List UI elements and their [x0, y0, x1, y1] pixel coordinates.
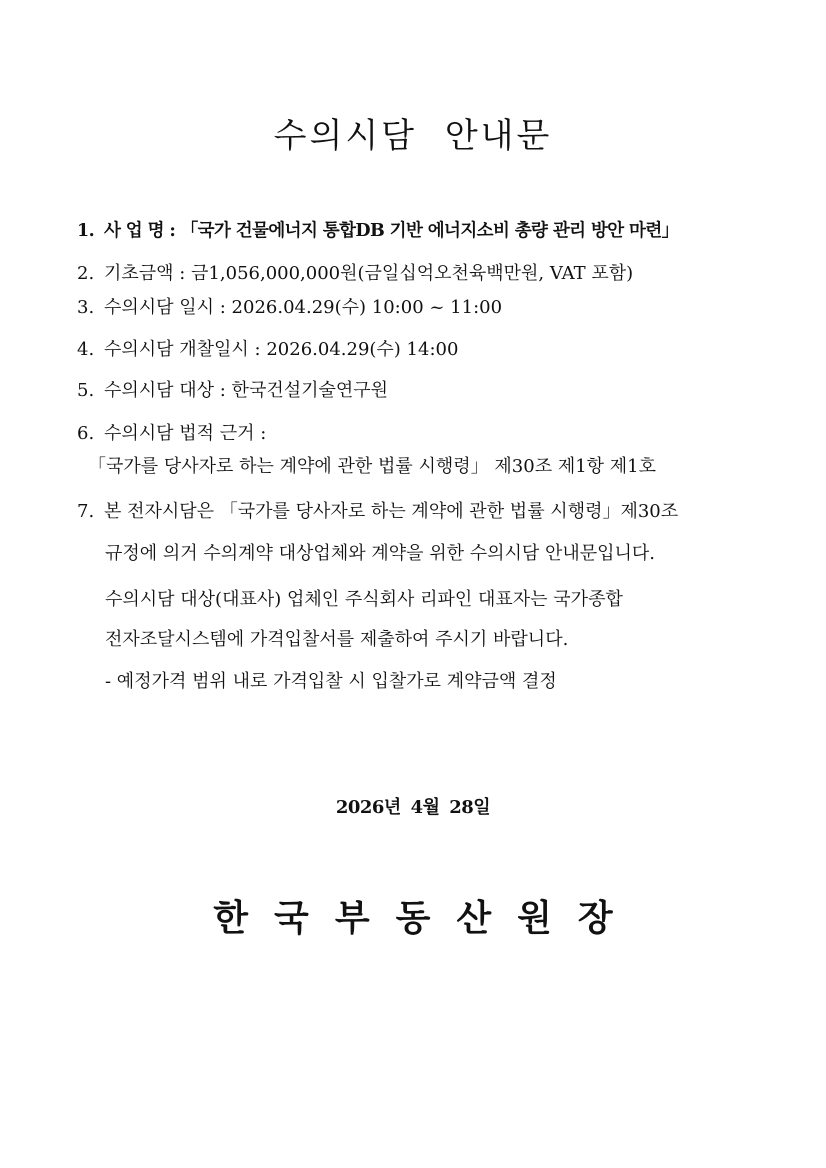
item-5: [77, 379, 388, 403]
item-6: [77, 422, 266, 446]
item-text: 수의시담 법적 근거 :: [104, 423, 267, 444]
item-3: [77, 296, 502, 320]
item-text: 기초금액 : 금1,056,000,000원(금일십억오천육백만원, VAT 포함): [104, 263, 634, 284]
item-number: 1.: [77, 221, 95, 241]
item-number: 5.: [77, 380, 95, 401]
item-4: [77, 338, 458, 362]
item-7: [77, 500, 678, 524]
item-text: 수의시담 개찰일시 : 2026.04.29(수) 14:00: [104, 339, 459, 360]
document-date: 2026년 4월 28일: [335, 797, 491, 818]
item-2: [77, 262, 633, 286]
document-title: 수의시담 안내문: [273, 116, 553, 156]
item-text: 사 업 명 : 「국가 건물에너지 통합DB 기반 에너지소비 총량 관리 방안 마련」: [104, 221, 679, 241]
item-7-line: 규정에 의거 수의계약 대상업체와 계약을 위한 수의시담 안내문입니다.: [105, 543, 656, 564]
item-7-line: 수의시담 대상(대표사) 업체인 주식회사 리파인 대표자는 국가종합: [105, 589, 623, 610]
item-number: 7.: [77, 501, 95, 522]
item-7-line: 전자조달시스템에 가격입찰서를 제출하여 주시기 바랍니다.: [105, 629, 569, 650]
item-text: 수의시담 대상 : 한국건설기술연구원: [104, 380, 389, 401]
item-text: 본 전자시담은 「국가를 당사자로 하는 계약에 관한 법률 시행령」제30조: [104, 501, 679, 522]
signature: 한국부동산원장: [213, 897, 639, 939]
item-number: 2.: [77, 263, 95, 284]
item-number: 4.: [77, 339, 95, 360]
item-1: [77, 219, 679, 243]
item-7-line: - 예정가격 범위 내로 가격입찰 시 입찰가로 계약금액 결정: [105, 671, 557, 692]
item-text: 수의시담 일시 : 2026.04.29(수) 10:00 ~ 11:00: [104, 297, 503, 318]
item-number: 3.: [77, 297, 95, 318]
item-number: 6.: [77, 423, 95, 444]
item-6-detail: 「국가를 당사자로 하는 계약에 관한 법률 시행령」 제30조 제1항 제1호: [88, 456, 657, 477]
